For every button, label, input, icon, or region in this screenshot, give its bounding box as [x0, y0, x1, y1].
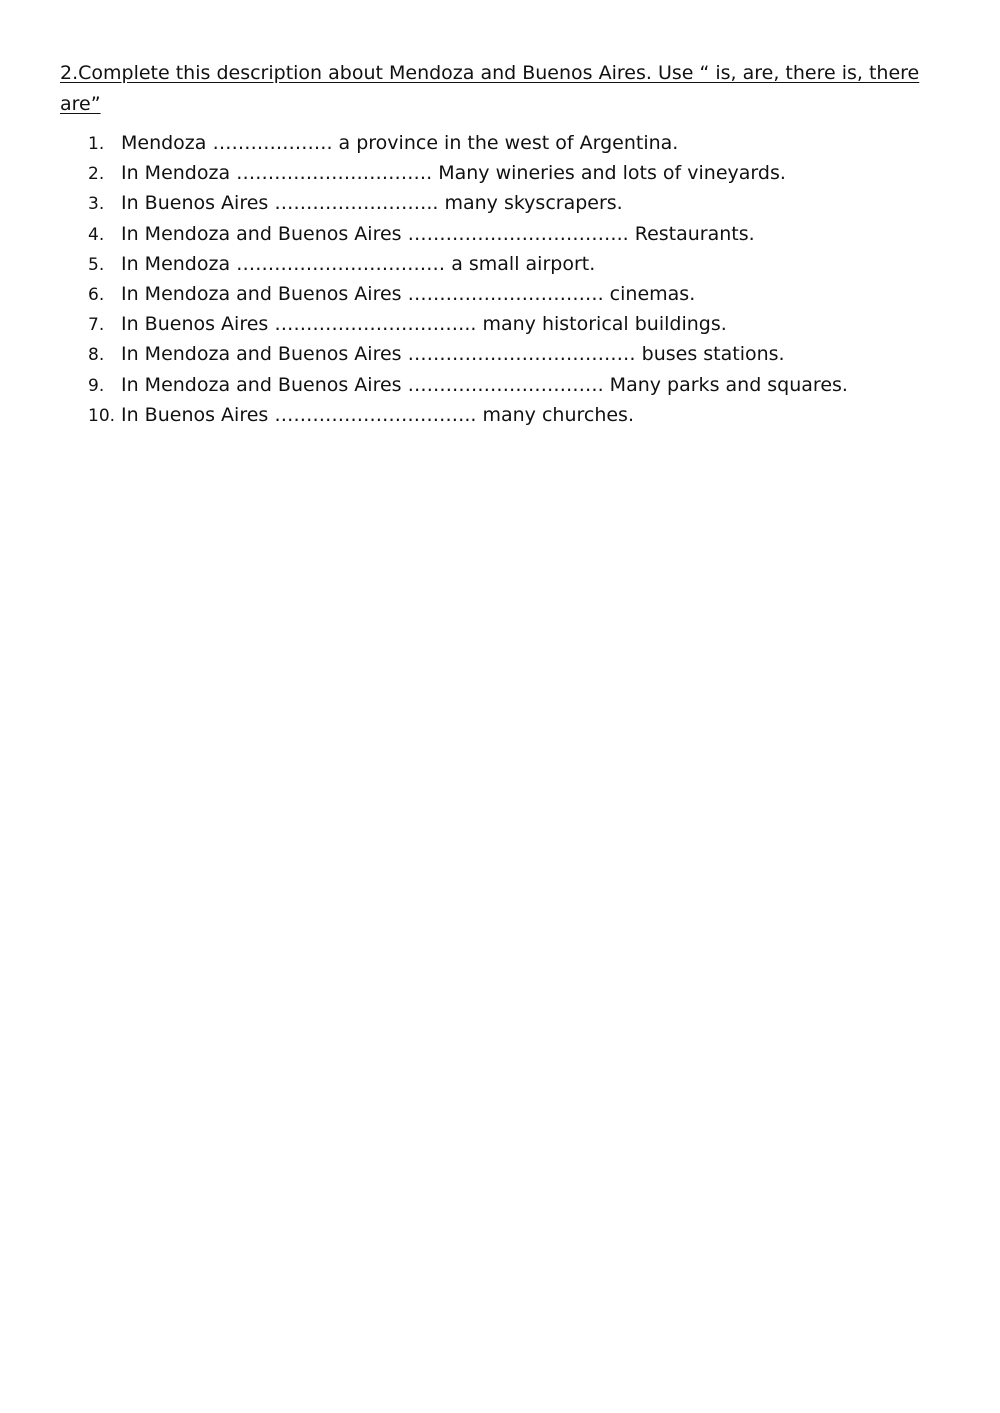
exercise-instruction: 2.Complete this description about Mendoza and Buenos Aires. Use “ is, are, there is, there are”	[60, 62, 920, 115]
item-number: 5.	[88, 254, 105, 275]
item-number: 8.	[88, 345, 105, 366]
exercise-item-2	[88, 158, 968, 188]
item-number: 9.	[88, 375, 105, 396]
item-text: In Mendoza …………………………. Many wineries and lots of vineyards.	[121, 162, 786, 185]
item-number: 6.	[88, 284, 105, 305]
exercise-list	[88, 128, 968, 430]
item-text: In Mendoza and Buenos Aires …………………………. Many parks and squares.	[121, 373, 848, 396]
exercise-item-10	[88, 400, 968, 430]
item-text: In Mendoza and Buenos Aires …………………………….. Restaurants.	[121, 222, 755, 245]
item-number: 1.	[88, 134, 105, 154]
exercise-item-9	[88, 370, 968, 400]
exercise-item-5	[88, 249, 968, 279]
item-text: In Mendoza …………………………… a small airport.	[121, 252, 596, 275]
item-number: 10.	[88, 405, 116, 426]
item-text: Mendoza ………………. a province in the west of Argentina.	[121, 132, 679, 154]
exercise-item-6	[88, 279, 968, 309]
item-text: In Mendoza and Buenos Aires ……………………………… buses stations.	[121, 343, 785, 366]
item-text: In Mendoza and Buenos Aires …………………………. cinemas.	[121, 282, 696, 305]
item-number: 7.	[88, 315, 105, 336]
item-text: In Buenos Aires ………………………….. many churches.	[121, 403, 634, 426]
exercise-item-8	[88, 339, 968, 369]
item-number: 2.	[88, 164, 105, 185]
exercise-item-7	[88, 309, 968, 339]
item-text: In Buenos Aires …………………….. many skyscrapers.	[121, 192, 623, 215]
exercise-item-3	[88, 188, 968, 218]
item-number: 3.	[88, 194, 105, 215]
item-number: 4.	[88, 224, 105, 245]
exercise-item-4	[88, 219, 968, 249]
exercise-item-1	[88, 128, 968, 158]
item-text: In Buenos Aires ………………………….. many historical buildings.	[121, 313, 727, 336]
